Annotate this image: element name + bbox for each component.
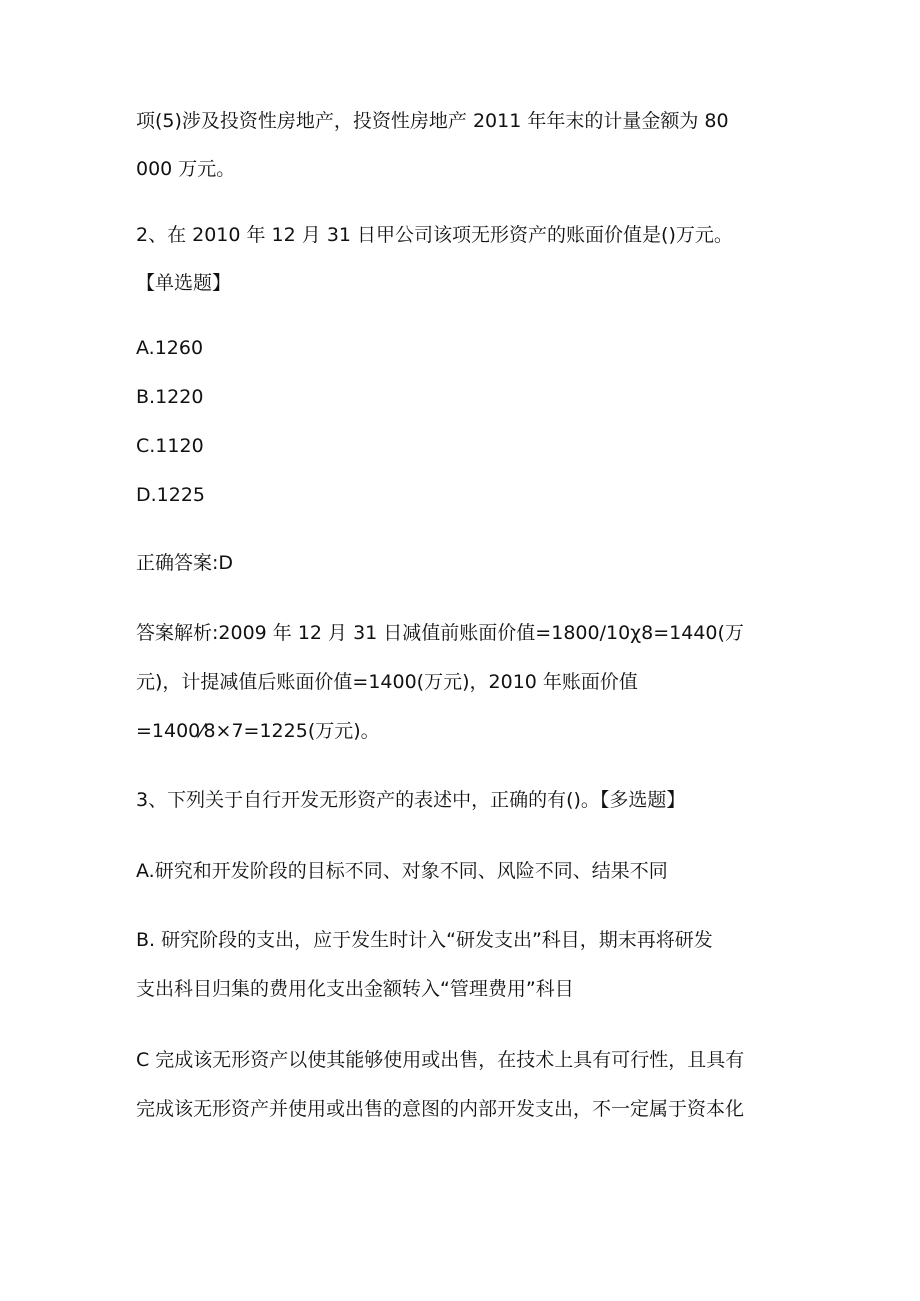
- question-2-option-a: A.1260: [136, 337, 204, 359]
- question-3-stem: 3、下列关于自行开发无形资产的表述中，正确的有()。【多选题】: [136, 789, 686, 811]
- question-2-type: 【单选题】: [136, 272, 232, 294]
- question-2-option-b: B.1220: [136, 386, 204, 408]
- question-2-answer: 正确答案:D: [136, 552, 234, 574]
- question-3-option-b-line-2: 支出科目归集的费用化支出金额转入“管理费用”科目: [136, 978, 574, 1000]
- question-2-option-c: C.1120: [136, 435, 204, 457]
- question-2-analysis-line-3: =1400⁄8×7=1225(万元)。: [136, 720, 380, 742]
- question-2-analysis-line-2: 元)，计提减值后账面价值=1400(万元)，2010 年账面价值: [136, 671, 638, 693]
- intro-line-1: 项(5)涉及投资性房地产，投资性房地产 2011 年年末的计量金额为 80: [136, 110, 729, 132]
- question-3-option-c-line-2: 完成该无形资产并使用或出售的意图的内部开发支出，不一定属于资本化: [136, 1098, 745, 1120]
- question-2-stem: 2、在 2010 年 12 月 31 日甲公司该项无形资产的账面价值是()万元。: [136, 224, 733, 246]
- intro-line-2: 000 万元。: [136, 158, 236, 180]
- question-2-option-d: D.1225: [136, 484, 206, 506]
- question-2-analysis-line-1: 答案解析:2009 年 12 月 31 日减值前账面价值=1800/10χ8=1440(万: [136, 622, 744, 644]
- question-3-option-b-line-1: B. 研究阶段的支出，应于发生时计入“研发支出”科目，期末再将研发: [136, 929, 713, 951]
- question-3-option-a: A.研究和开发阶段的目标不同、对象不同、风险不同、结果不同: [136, 860, 668, 882]
- question-3-option-c-line-1: C 完成该无形资产以使其能够使用或出售，在技术上具有可行性，且具有: [136, 1049, 745, 1071]
